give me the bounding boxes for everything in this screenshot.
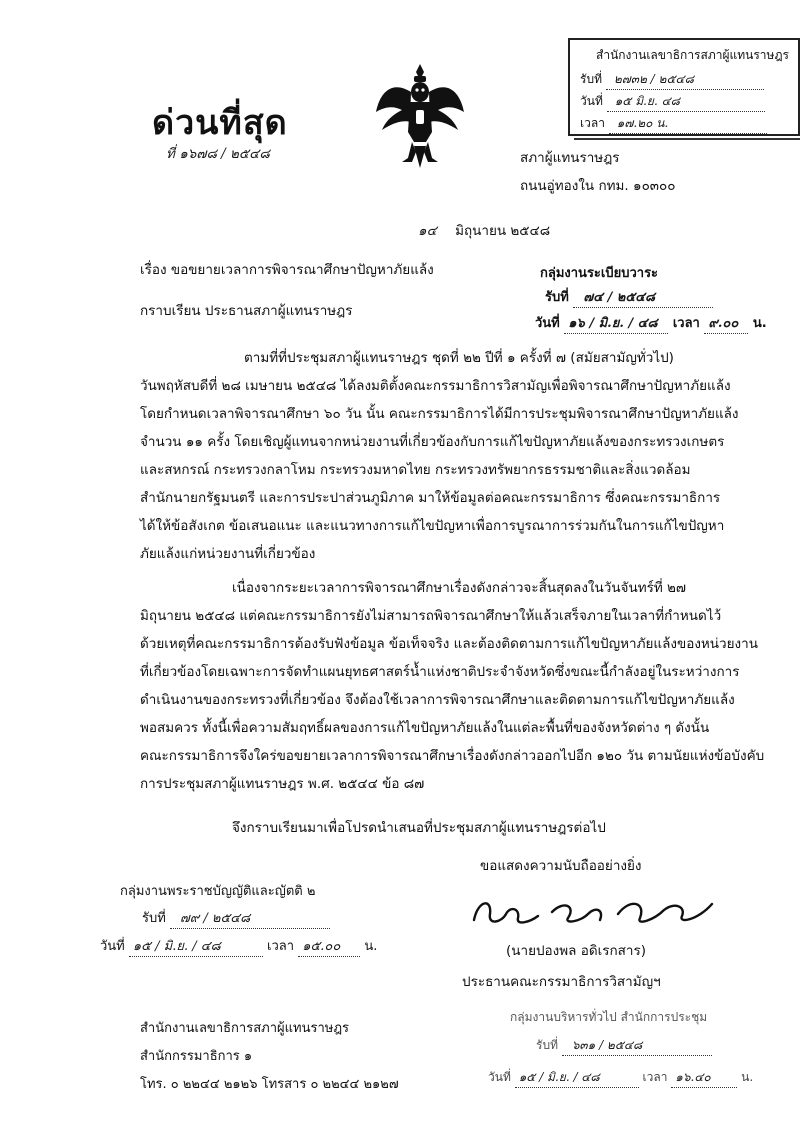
legislative-stamp-received	[142, 907, 330, 929]
urgency-heading: ด่วนที่สุด	[152, 103, 288, 143]
body-p2-line-3: ด้วยเหตุที่คณะกรรมาธิการต้องรับฟังข้อมูล ข้อเท็จจริง และต้องติดตามการแก้ไขปัญหาภัยแล้งของหน่วยงาน	[140, 636, 758, 652]
body-p2-line-2: มิถุนายน ๒๕๔๘ แต่คณะกรรมาธิการยังไม่สามารถพิจารณาศึกษาให้แล้วเสร็จภายในเวลาที่กำหนดไว้	[140, 608, 722, 624]
sender-line-1: สภาผู้แทนราษฎร	[520, 150, 620, 166]
registry-stamp-received	[545, 286, 713, 308]
stamp-time-value: ๑๗.๒๐ น.	[609, 114, 767, 134]
footer-bureau: สำนักกรรมาธิการ ๑	[140, 1049, 253, 1064]
received-stamp	[568, 38, 800, 136]
handwritten-signature	[468, 892, 718, 932]
body-p1-line-2: วันพฤหัสบดีที่ ๒๘ เมษายน ๒๕๔๘ ได้ลงมติตั้งคณะกรรมาธิการวิสามัญเพื่อพิจารณาศึกษาปัญหาภัยแล้ง	[140, 378, 731, 394]
stamp-time-label: เวลา	[580, 116, 605, 130]
date-day: ๑๔	[418, 223, 437, 239]
body-p1-line-8: ภัยแล้งแก่หน่วยงานที่เกี่ยวข้อง	[140, 546, 316, 562]
footer-office: สำนักงานเลขาธิการสภาผู้แทนราษฎร	[140, 1021, 350, 1036]
document-date	[418, 225, 550, 239]
meeting-received-label: รับที่	[536, 1038, 558, 1052]
body-p2-line-1: เนื่องจากระยะเวลาการพิจารณาศึกษาเรื่องดังกล่าวจะสิ้นสุดลงในวันจันทร์ที่ ๒๗	[232, 580, 687, 596]
legislative-received-value: ๗๙ / ๒๕๔๘	[170, 907, 330, 929]
stamp-date-label: วันที่	[580, 94, 603, 108]
garuda-emblem-icon	[372, 62, 468, 170]
stamp-received-value: ๒๗๓๒ / ๒๕๔๘	[606, 70, 764, 90]
registry-stamp-date	[535, 312, 767, 334]
body-p1-line-3: โดยกำหนดเวลาพิจารณาศึกษา ๖๐ วัน นั้น คณะกรรมาธิการได้มีการประชุมพิจารณาศึกษาปัญหาภัยแล้ง	[140, 406, 739, 422]
body-p1-line-4: จำนวน ๑๑ ครั้ง โดยเชิญผู้แทนจากหน่วยงานที่เกี่ยวข้องกับการแก้ไขปัญหาภัยแล้งของกระทรวงเกษตร	[140, 434, 725, 450]
legislative-time-unit: น.	[364, 939, 378, 954]
date-month-year: มิถุนายน ๒๕๔๘	[455, 223, 551, 239]
meeting-time-unit: น.	[741, 1070, 754, 1084]
meeting-received-value: ๖๓๑ / ๒๕๔๘	[562, 1036, 712, 1056]
signatory-position: ประธานคณะกรรมาธิการวิสามัญฯ	[462, 974, 661, 990]
meeting-time-label: เวลา	[642, 1070, 668, 1084]
legislative-date-value: ๑๕ / มิ.ย. / ๔๘	[129, 935, 263, 957]
stamp-row-date	[580, 92, 765, 112]
registry-date-value: ๑๖ / มิ.ย. / ๔๘	[564, 312, 668, 334]
body-p1-line-6: สำนักนายกรัฐมนตรี และการประปาส่วนภูมิภาค มาให้ข้อมูลต่อคณะกรรมาธิการ ซึ่งคณะกรรมาธิการ	[140, 490, 721, 506]
document-number: ที่ ๑๖๗๘ / ๒๕๔๘	[166, 146, 270, 162]
meeting-stamp-date	[488, 1068, 753, 1088]
body-p1-line-7: ได้ให้ข้อสังเกต ข้อเสนอแนะ และแนวทางการแก้ไขปัญหาเพื่อการบูรณาการร่วมกันในการแก้ไขปัญหา	[140, 518, 725, 534]
registry-received-label: รับที่	[545, 290, 569, 305]
meeting-date-label: วันที่	[488, 1070, 511, 1084]
subject-line: เรื่อง ขอขยายเวลาการพิจารณาศึกษาปัญหาภัยแล้ง	[140, 262, 434, 278]
legislative-date-label: วันที่	[100, 939, 125, 954]
registry-date-label: วันที่	[535, 316, 560, 331]
closing-paragraph: จึงกราบเรียนมาเพื่อโปรดนำเสนอที่ประชุมสภาผู้แทนราษฎรต่อไป	[232, 820, 606, 836]
body-p2-line-5: ดำเนินงานของกระทรวงที่เกี่ยวข้อง จึงต้องใช้เวลาการพิจารณาศึกษาและติดตามการแก้ไขปัญหาภัยแล้ง	[140, 692, 735, 708]
legislative-stamp-date	[100, 935, 377, 957]
legislative-stamp-title: กลุ่มงานพระราชบัญญัติและญัตติ ๒	[120, 884, 316, 899]
stamp-row-time	[580, 114, 767, 134]
legislative-received-label: รับที่	[142, 911, 166, 926]
registry-stamp-title: กลุ่มงานระเบียบวาระ	[540, 266, 659, 281]
signatory-name: (นายปองพล อดิเรกสาร)	[506, 943, 646, 959]
sender-line-2: ถนนอู่ทองใน กทม. ๑๐๓๐๐	[520, 178, 676, 194]
stamp-row-received	[580, 70, 764, 90]
registry-received-value: ๗๔ / ๒๕๔๘	[573, 286, 713, 308]
legislative-time-value: ๑๕.๐๐	[298, 935, 360, 957]
footer-phone: โทร. ๐ ๒๒๔๔ ๒๑๒๖ โทรสาร ๐ ๒๒๔๔ ๒๑๒๗	[140, 1077, 399, 1092]
legislative-time-label: เวลา	[267, 939, 295, 954]
registry-time-value: ๙.๐๐	[704, 312, 748, 334]
body-p1-line-5: และสหกรณ์ กระทรวงกลาโหม กระทรวงมหาดไทย กระทรวงทรัพยากรธรรมชาติและสิ่งแวดล้อม	[140, 462, 691, 478]
stamp-date-value: ๑๕ มิ.ย. ๔๘	[607, 92, 765, 112]
closing-salutation: ขอแสดงความนับถืออย่างยิ่ง	[480, 858, 642, 874]
body-p2-line-4: ที่เกี่ยวข้องโดยเฉพาะการจัดทำแผนยุทธศาสตร์น้ำแห่งชาติประจำจังหวัดซึ่งขณะนี้กำลังอยู่ในระหว่างการ	[140, 664, 740, 680]
meeting-date-value: ๑๕ / มิ.ย. / ๔๘	[515, 1068, 639, 1088]
body-p2-line-6: พอสมควร ทั้งนี้เพื่อความสัมฤทธิ์ผลของการแก้ไขปัญหาภัยแล้งในแต่ละพื้นที่ของจังหวัดต่าง ๆ ดังนั้น	[140, 720, 710, 736]
meeting-stamp-received	[536, 1036, 712, 1056]
addressee-line: กราบเรียน ประธานสภาผู้แทนราษฎร	[140, 303, 353, 319]
registry-time-label: เวลา	[672, 316, 700, 331]
body-p2-line-8: การประชุมสภาผู้แทนราษฎร พ.ศ. ๒๕๔๔ ข้อ ๘๗	[140, 776, 425, 792]
meeting-time-value: ๑๖.๔๐	[671, 1068, 737, 1088]
stamp-title: สำนักงานเลขาธิการสภาผู้แทนราษฎร	[596, 48, 789, 62]
stamp-received-label: รับที่	[580, 72, 602, 86]
body-p1-line-1: ตามที่ที่ประชุมสภาผู้แทนราษฎร ชุดที่ ๒๒ ปีที่ ๑ ครั้งที่ ๗ (สมัยสามัญทั่วไป)	[244, 350, 674, 366]
registry-time-unit: น.	[752, 316, 767, 331]
meeting-stamp-title: กลุ่มงานบริหารทั่วไป สำนักการประชุม	[510, 1010, 708, 1024]
body-p2-line-7: คณะกรรมาธิการจึงใคร่ขอขยายเวลาการพิจารณาศึกษาเรื่องดังกล่าวออกไปอีก ๑๒๐ วัน ตามนัยแห่งข้อบังคับ	[140, 748, 765, 764]
